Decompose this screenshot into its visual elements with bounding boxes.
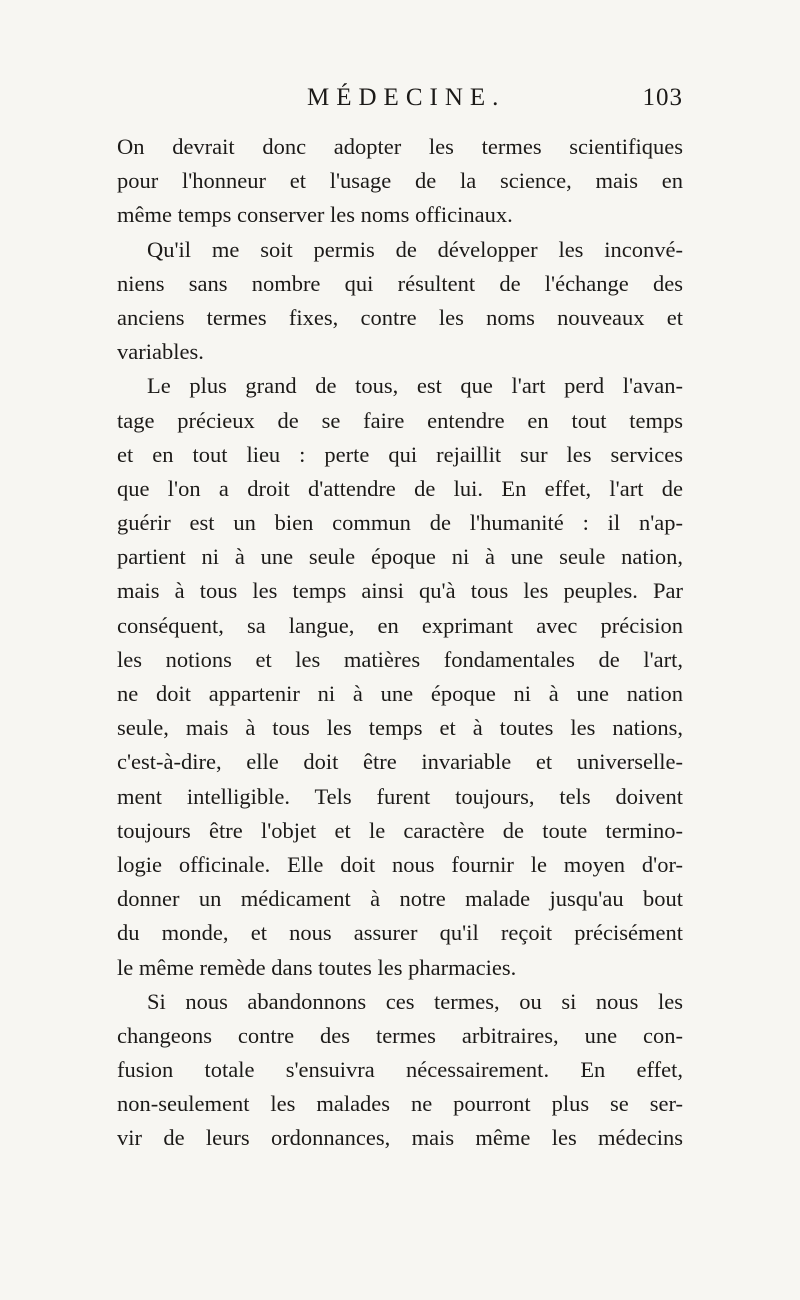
text-line: fusion totale s'ensuivra nécessairement. En effet, [117,1057,683,1083]
text-line: guérir est un bien commun de l'humanité : il n'ap- [117,510,683,536]
text-line: tage précieux de se faire entendre en tout temps [117,407,683,433]
text-line: variables. [117,339,204,365]
text-line: Qu'il me soit permis de développer les inconvé- [147,236,683,262]
text-line: c'est-à-dire, elle doit être invariable et universelle- [117,749,683,775]
text-line: pour l'honneur et l'usage de la science, mais en [117,168,683,194]
text-line: même temps conserver les noms officinaux. [117,202,513,228]
text-line: changeons contre des termes arbitraires, une con- [117,1022,683,1048]
text-line: On devrait donc adopter les termes scientifiques [117,134,683,159]
text-line: partient ni à une seule époque ni à une seule nation, [117,544,683,570]
text-line: ne doit appartenir ni à une époque ni à une nation [117,681,683,706]
text-line: vir de leurs ordonnances, mais même les médecins [117,1125,683,1151]
page-number: 103 [642,84,683,111]
text-line: anciens termes fixes, contre les noms nouveaux et [117,304,683,330]
text-line: toujours être l'objet et le caractère de toute termino- [117,817,683,843]
text-line: logie officinale. Elle doit nous fournir le moyen d'or- [117,851,683,877]
text-line: Le plus grand de tous, est que l'art perd l'avan- [147,373,683,399]
text-line: que l'on a droit d'attendre de lui. En effet, l'art de [117,475,683,501]
text-line: le même remède dans toutes les pharmacies. [117,954,517,980]
text-line: donner un médicament à notre malade jusqu'au bout [117,886,683,912]
text-line: non-seulement les malades ne pourront plus se ser- [117,1091,683,1117]
text-line: seule, mais à tous les temps et à toutes les nations, [117,715,683,741]
text-line: ment intelligible. Tels furent toujours, tels doivent [117,783,683,809]
body-text [117,130,683,1156]
text-line: et en tout lieu : perte qui rejaillit sur les services [117,441,683,467]
text-line: les notions et les matières fondamentales de l'art, [117,646,683,672]
text-line: mais à tous les temps ainsi qu'à tous les peuples. Par [117,578,683,604]
text-line: conséquent, sa langue, en exprimant avec précision [117,612,683,638]
text-line: Si nous abandonnons ces termes, ou si nous les [147,988,683,1014]
text-line: niens sans nombre qui résultent de l'échange des [117,270,683,296]
running-head [117,84,683,124]
text-line: du monde, et nous assurer qu'il reçoit précisément [117,920,683,946]
running-title: MÉDECINE. [307,84,506,111]
